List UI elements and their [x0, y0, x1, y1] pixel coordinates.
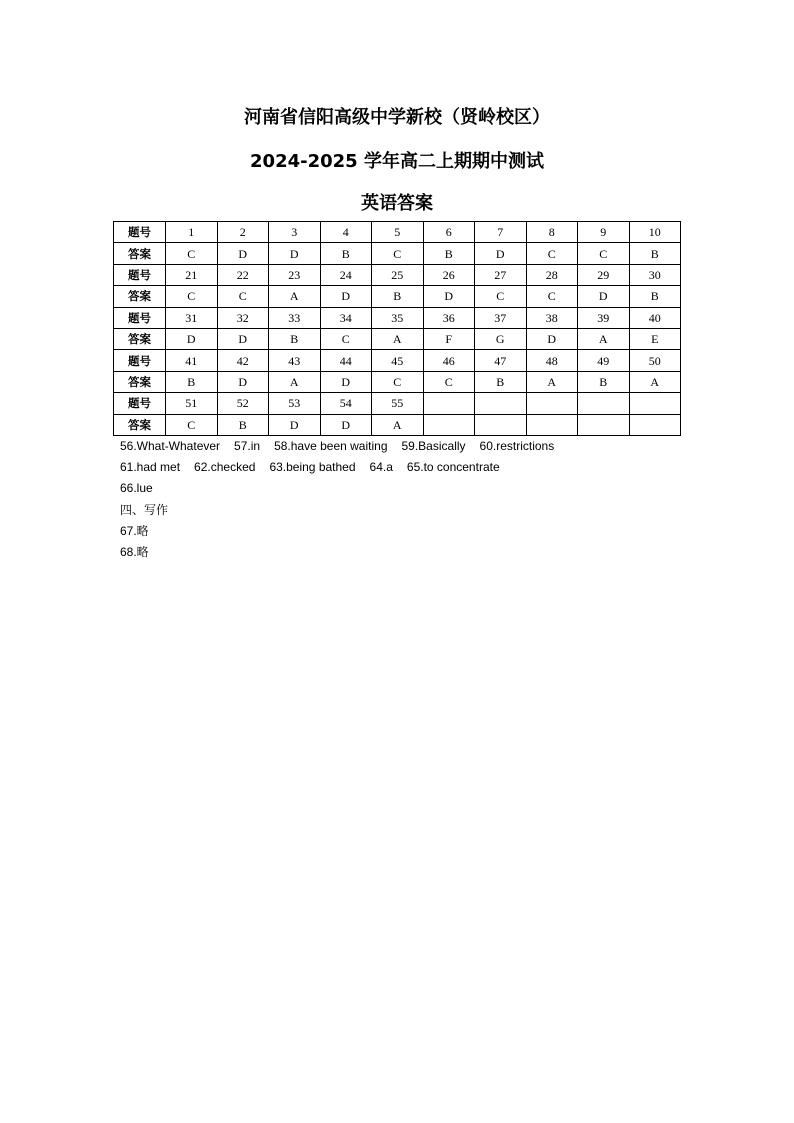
- table-cell: 5: [372, 222, 424, 243]
- table-cell: 52: [217, 393, 269, 414]
- table-cell: 8: [526, 222, 578, 243]
- row-label: 答案: [114, 371, 166, 392]
- table-cell: B: [629, 286, 681, 307]
- table-row: [114, 286, 681, 307]
- table-cell: B: [629, 243, 681, 264]
- table-cell: B: [166, 371, 218, 392]
- table-row: [114, 243, 681, 264]
- fill-answers-line-2: [120, 460, 500, 474]
- fill-answers-line-1: [120, 439, 554, 453]
- table-cell: 42: [217, 350, 269, 371]
- table-cell: 25: [372, 264, 424, 285]
- table-cell: [423, 414, 475, 435]
- table-cell: 46: [423, 350, 475, 371]
- table-cell: 43: [269, 350, 321, 371]
- table-cell: C: [166, 414, 218, 435]
- row-label: 题号: [114, 307, 166, 328]
- fill-answer: 58.have been waiting: [274, 439, 388, 453]
- table-cell: D: [269, 243, 321, 264]
- table-cell: D: [475, 243, 527, 264]
- table-row: [114, 371, 681, 392]
- table-cell: 6: [423, 222, 475, 243]
- table-cell: D: [217, 328, 269, 349]
- table-cell: 51: [166, 393, 218, 414]
- table-cell: 27: [475, 264, 527, 285]
- table-cell: B: [578, 371, 630, 392]
- table-cell: [423, 393, 475, 414]
- writing-item-67: 67.略: [120, 524, 149, 538]
- table-cell: 10: [629, 222, 681, 243]
- table-cell: 45: [372, 350, 424, 371]
- table-cell: 41: [166, 350, 218, 371]
- table-cell: 9: [578, 222, 630, 243]
- table-cell: 3: [269, 222, 321, 243]
- fill-answer: 59.Basically: [401, 439, 466, 453]
- fill-answer: 65.to concentrate: [406, 460, 500, 474]
- row-label: 答案: [114, 286, 166, 307]
- table-cell: B: [217, 414, 269, 435]
- table-cell: 28: [526, 264, 578, 285]
- table-cell: [475, 393, 527, 414]
- table-cell: C: [166, 286, 218, 307]
- table-cell: 1: [166, 222, 218, 243]
- row-label: 答案: [114, 243, 166, 264]
- table-cell: A: [269, 286, 321, 307]
- table-row: [114, 393, 681, 414]
- table-cell: 50: [629, 350, 681, 371]
- fill-answer: 64.a: [369, 460, 393, 474]
- table-cell: 32: [217, 307, 269, 328]
- writing-heading: 四、写作: [120, 503, 169, 517]
- table-cell: B: [320, 243, 372, 264]
- table-cell: C: [475, 286, 527, 307]
- table-cell: D: [320, 371, 372, 392]
- table-cell: D: [423, 286, 475, 307]
- table-cell: D: [217, 371, 269, 392]
- table-cell: C: [578, 243, 630, 264]
- table-row: [114, 414, 681, 435]
- table-cell: [475, 414, 527, 435]
- table-cell: 47: [475, 350, 527, 371]
- table-row: [114, 222, 681, 243]
- fill-answers-line-3: [120, 481, 153, 495]
- table-cell: B: [372, 286, 424, 307]
- table-cell: 53: [269, 393, 321, 414]
- table-cell: A: [526, 371, 578, 392]
- table-cell: 26: [423, 264, 475, 285]
- table-cell: [578, 414, 630, 435]
- table-cell: 24: [320, 264, 372, 285]
- table-cell: 36: [423, 307, 475, 328]
- table-cell: B: [475, 371, 527, 392]
- subject-title: 英语答案: [361, 193, 433, 214]
- table-cell: 30: [629, 264, 681, 285]
- table-cell: C: [166, 243, 218, 264]
- table-cell: C: [526, 243, 578, 264]
- table-cell: [629, 393, 681, 414]
- table-row: [114, 307, 681, 328]
- fill-answer: 56.What-Whatever: [120, 439, 221, 453]
- table-cell: B: [269, 328, 321, 349]
- table-cell: 37: [475, 307, 527, 328]
- table-cell: A: [629, 371, 681, 392]
- table-cell: [578, 393, 630, 414]
- table-cell: 4: [320, 222, 372, 243]
- table-cell: 55: [372, 393, 424, 414]
- table-cell: 2: [217, 222, 269, 243]
- table-cell: B: [423, 243, 475, 264]
- answer-table: [113, 221, 681, 436]
- table-cell: G: [475, 328, 527, 349]
- table-cell: A: [269, 371, 321, 392]
- row-label: 答案: [114, 414, 166, 435]
- table-cell: F: [423, 328, 475, 349]
- table-cell: C: [423, 371, 475, 392]
- row-label: 题号: [114, 393, 166, 414]
- table-cell: D: [217, 243, 269, 264]
- table-row: [114, 350, 681, 371]
- table-cell: E: [629, 328, 681, 349]
- table-cell: D: [320, 414, 372, 435]
- exam-title: 2024-2025 学年高二上期期中测试: [250, 151, 544, 172]
- table-cell: 54: [320, 393, 372, 414]
- table-cell: C: [372, 243, 424, 264]
- table-cell: [526, 393, 578, 414]
- table-cell: D: [526, 328, 578, 349]
- table-cell: [526, 414, 578, 435]
- table-cell: 49: [578, 350, 630, 371]
- table-cell: 39: [578, 307, 630, 328]
- fill-answer: 57.in: [234, 439, 261, 453]
- table-row: [114, 264, 681, 285]
- table-cell: 34: [320, 307, 372, 328]
- fill-answer: 60.restrictions: [479, 439, 555, 453]
- row-label: 题号: [114, 264, 166, 285]
- table-cell: 38: [526, 307, 578, 328]
- table-cell: 21: [166, 264, 218, 285]
- table-cell: D: [166, 328, 218, 349]
- fill-answer: 63.being bathed: [269, 460, 356, 474]
- table-cell: C: [372, 371, 424, 392]
- table-cell: A: [372, 414, 424, 435]
- table-cell: 35: [372, 307, 424, 328]
- fill-answer: 61.had met: [120, 460, 181, 474]
- table-cell: 44: [320, 350, 372, 371]
- row-label: 题号: [114, 350, 166, 371]
- table-cell: A: [578, 328, 630, 349]
- school-title: 河南省信阳高级中学新校（贤岭校区）: [244, 107, 550, 128]
- table-cell: D: [269, 414, 321, 435]
- table-cell: C: [526, 286, 578, 307]
- table-cell: 7: [475, 222, 527, 243]
- table-cell: [629, 414, 681, 435]
- fill-answer: 62.checked: [194, 460, 256, 474]
- table-cell: C: [320, 328, 372, 349]
- table-cell: D: [320, 286, 372, 307]
- row-label: 答案: [114, 328, 166, 349]
- table-cell: 48: [526, 350, 578, 371]
- table-cell: 31: [166, 307, 218, 328]
- table-cell: 29: [578, 264, 630, 285]
- table-cell: 33: [269, 307, 321, 328]
- writing-item-68: 68.略: [120, 545, 149, 559]
- table-cell: 23: [269, 264, 321, 285]
- table-cell: D: [578, 286, 630, 307]
- fill-answer: 66.lue: [120, 481, 153, 495]
- table-row: [114, 328, 681, 349]
- table-cell: 40: [629, 307, 681, 328]
- row-label: 题号: [114, 222, 166, 243]
- table-cell: 22: [217, 264, 269, 285]
- table-cell: A: [372, 328, 424, 349]
- table-cell: C: [217, 286, 269, 307]
